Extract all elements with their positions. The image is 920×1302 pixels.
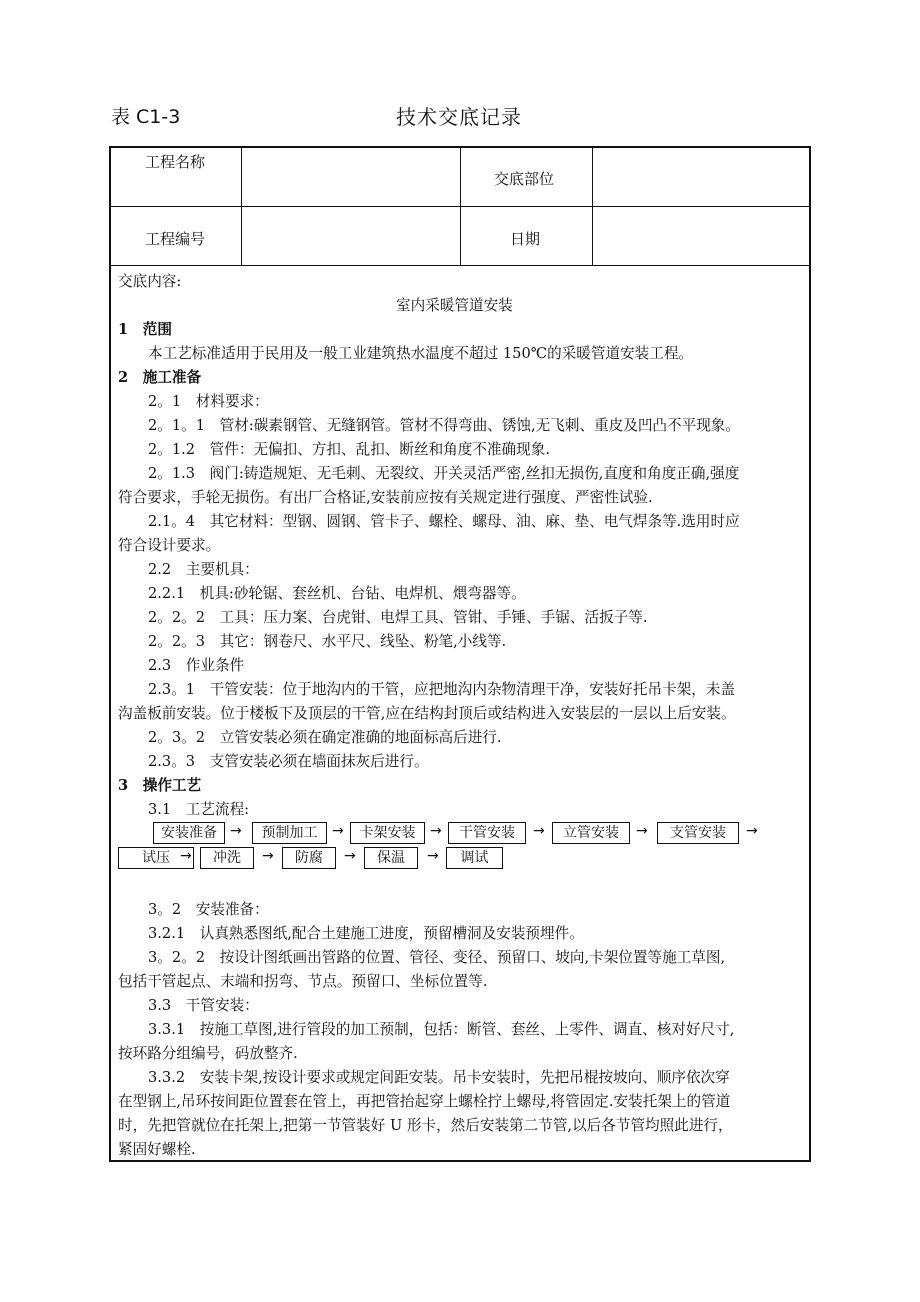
flow-step: 干管安装 bbox=[448, 822, 526, 844]
section-heading: 2 施工准备 bbox=[118, 369, 202, 386]
paragraph-line: 2.2.1 机具:砂轮锯、套丝机、台钻、电焊机、煨弯器等。 bbox=[148, 585, 526, 602]
paragraph-line: 2。2。3 其它：钢卷尺、水平尺、线坠、粉笔,小线等. bbox=[148, 633, 507, 650]
section-heading: 3 操作工艺 bbox=[118, 777, 202, 794]
document-title: 技术交底记录 bbox=[396, 105, 522, 129]
col-divider bbox=[241, 148, 242, 265]
flow-step: 支管安装 bbox=[657, 822, 739, 844]
paragraph-line: 符合要求，手轮无损伤。有出厂合格证,安装前应按有关规定进行强度、严密性试验. bbox=[118, 489, 653, 506]
flow-step: 立管安装 bbox=[552, 822, 630, 844]
flow-step: 预制加工 bbox=[252, 822, 327, 844]
paragraph-line: 时，先把管就位在托架上,把第一节管装好 U 形卡，然后安装第二节管,以后各节管均照此进行， bbox=[118, 1117, 733, 1134]
paragraph-line: 2.1。4 其它材料：型钢、圆钢、管卡子、螺栓、螺母、油、麻、垫、电气焊条等.选用时应 bbox=[148, 513, 740, 530]
paragraph-line: 本工艺标准适用于民用及一般工业建筑热水温度不超过 150℃的采暖管道安装工程。 bbox=[148, 345, 694, 362]
arrow-right-icon: → bbox=[180, 848, 192, 864]
paragraph-line: 2.3。3 支管安装必须在墙面抹灰后进行。 bbox=[148, 753, 429, 770]
flow-step: 防腐 bbox=[282, 847, 336, 869]
arrow-right-icon: → bbox=[746, 823, 758, 839]
paragraph-line: 2。1。1 管材:碳素钢管、无缝钢管。管材不得弯曲、锈蚀,无飞刺、重皮及凹凸不平现象。 bbox=[148, 417, 740, 434]
arrow-right-icon: → bbox=[430, 823, 442, 839]
paragraph-line: 2.3。1 干管安装：位于地沟内的干管，应把地沟内杂物清理干净，安装好托吊卡架，未盖 bbox=[148, 681, 736, 698]
paragraph-line: 3.3.1 按施工草图,进行管段的加工预制，包括：断管、套丝、上零件、调直、核对好尺寸, bbox=[148, 1021, 735, 1038]
flow-step: 卡架安装 bbox=[350, 822, 425, 844]
paragraph-line: 2.2 主要机具： bbox=[148, 561, 259, 578]
arrow-right-icon: → bbox=[427, 848, 439, 864]
paragraph-line: 符合设计要求。 bbox=[118, 537, 221, 554]
flow-step: 保温 bbox=[364, 847, 418, 869]
paragraph-line: 按环路分组编号，码放整齐. bbox=[118, 1045, 298, 1062]
project-no-label: 工程编号 bbox=[145, 230, 206, 248]
arrow-right-icon: → bbox=[344, 848, 356, 864]
paragraph-line: 2.3 作业条件 bbox=[148, 657, 245, 674]
paragraph-line: 2。1 材料要求： bbox=[148, 393, 269, 410]
arrow-right-icon: → bbox=[533, 823, 545, 839]
paragraph-line: 2。1.3 阀门:铸造规矩、无毛刺、无裂纹、开关灵活严密,丝扣无损伤,直度和角度正确,强度 bbox=[148, 465, 740, 482]
content-label: 交底内容: bbox=[118, 273, 182, 290]
location-label: 交底部位 bbox=[494, 170, 555, 188]
flow-step: 安装准备 bbox=[153, 822, 225, 844]
paragraph-line: 紧固好螺栓. bbox=[118, 1141, 196, 1158]
flow-step: 冲洗 bbox=[200, 847, 254, 869]
paragraph-line: 2。3。2 立管安装必须在确定准确的地面标高后进行. bbox=[148, 729, 502, 746]
flow-step: 试压 bbox=[118, 847, 194, 869]
arrow-right-icon: → bbox=[636, 823, 648, 839]
paragraph-line: 包括干管起点、末端和拐弯、节点。预留口、坐标位置等. bbox=[118, 973, 488, 990]
paragraph-line: 2。1.2 管件：无偏扣、方扣、乱扣、断丝和角度不准确现象. bbox=[148, 441, 550, 458]
paragraph-line: 3。2 安装准备： bbox=[148, 901, 269, 918]
paragraph-line: 3。2。2 按设计图纸画出管路的位置、管径、变径、预留口、坡向,卡架位置等施工草图, bbox=[148, 949, 726, 966]
arrow-right-icon: → bbox=[262, 848, 274, 864]
project-name-label: 工程名称 bbox=[145, 153, 206, 171]
date-label: 日期 bbox=[510, 230, 541, 248]
paragraph-line: 3.2.1 认真熟悉图纸,配合土建施工进度，预留槽洞及安装预埋件。 bbox=[148, 925, 584, 942]
form-code: 表 C1-3 bbox=[111, 106, 181, 128]
col-divider bbox=[460, 148, 461, 265]
paragraph-line: 3.3.2 安装卡架,按设计要求或规定间距安装。吊卡安装时，先把吊棍按坡向、顺序依次穿 bbox=[148, 1069, 730, 1086]
paragraph-line: 3.1 工艺流程: bbox=[148, 801, 250, 818]
col-divider bbox=[592, 148, 593, 265]
row-divider bbox=[111, 265, 809, 266]
section-heading: 1 范围 bbox=[118, 321, 172, 338]
arrow-right-icon: → bbox=[230, 823, 242, 839]
paragraph-line: 在型钢上,吊环按间距位置套在管上，再把管抬起穿上螺栓拧上螺母,将管固定.安装托架上的管道 bbox=[118, 1093, 731, 1110]
arrow-right-icon: → bbox=[332, 823, 344, 839]
paragraph-line: 3.3 干管安装： bbox=[148, 997, 259, 1014]
content-subtitle: 室内采暖管道安装 bbox=[396, 297, 513, 314]
paragraph-line: 2。2。2 工具：压力案、台虎钳、电焊工具、管钳、手锤、手锯、活扳子等. bbox=[148, 609, 648, 626]
flow-step: 调试 bbox=[446, 847, 503, 869]
paragraph-line: 沟盖板前安装。位于楼板下及顶层的干管,应在结构封顶后或结构进入安装层的一层以上后安装。 bbox=[118, 705, 736, 722]
